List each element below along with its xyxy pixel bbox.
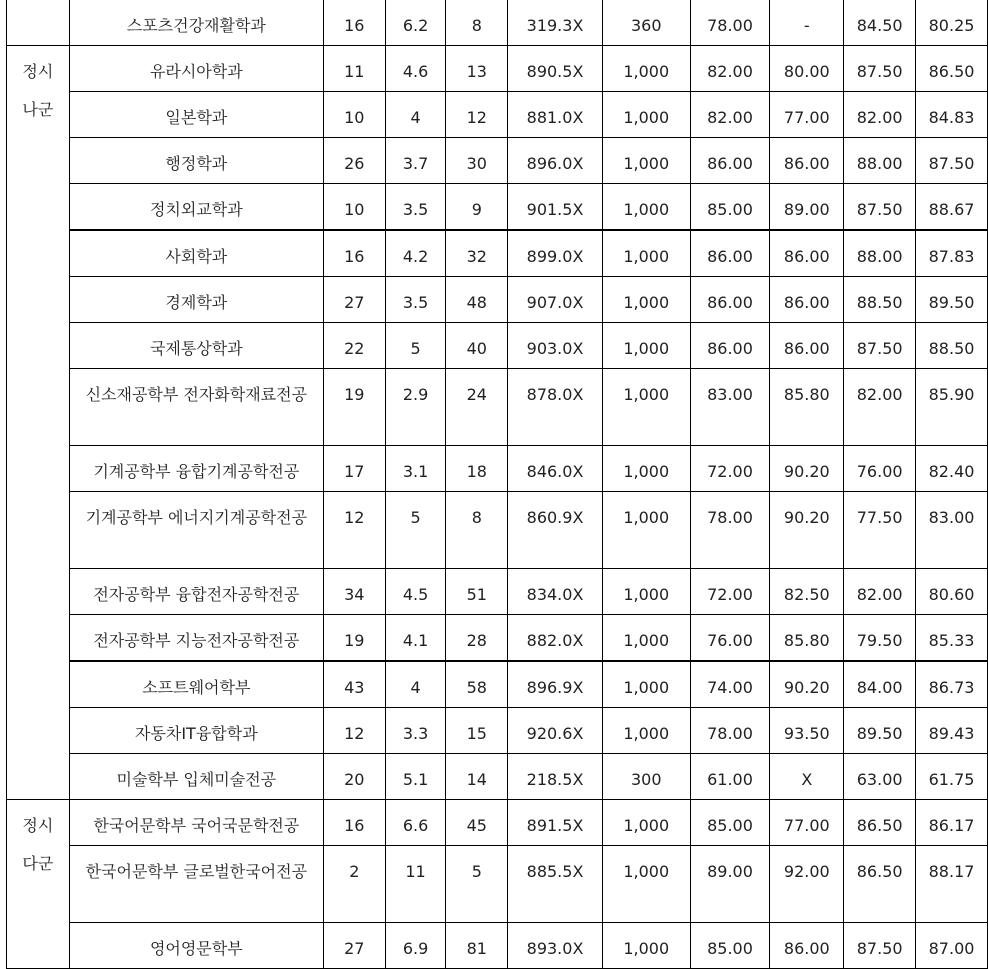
table-row [7, 661, 988, 708]
value-cell-c6: 78.00 [690, 492, 770, 569]
admission-results-table [6, 0, 988, 969]
value-cell-c8: 88.00 [844, 138, 916, 184]
value-cell-c3: 28 [446, 615, 508, 662]
value-cell-c4: 860.9X [508, 492, 603, 569]
department-cell: 전자공학부 융합전자공학전공 [69, 569, 323, 615]
table-row [7, 0, 988, 46]
value-cell-c4: 319.3X [508, 0, 603, 46]
value-cell-c8: 84.00 [844, 661, 916, 708]
value-cell-c1: 17 [323, 446, 385, 492]
value-cell-c7: 82.50 [770, 569, 844, 615]
value-cell-c8: 88.00 [844, 230, 916, 277]
value-cell-c3: 15 [446, 708, 508, 754]
value-cell-c9: 87.50 [916, 138, 988, 184]
value-cell-c6: 86.00 [690, 230, 770, 277]
value-cell-c8: 87.50 [844, 923, 916, 969]
value-cell-c7: - [770, 0, 844, 46]
admission-group-cell: 정시 다군 [7, 800, 70, 969]
value-cell-c8: 88.50 [844, 277, 916, 323]
table-row [7, 708, 988, 754]
value-cell-c3: 9 [446, 184, 508, 231]
value-cell-c6: 82.00 [690, 46, 770, 92]
value-cell-c7: 86.00 [770, 323, 844, 369]
table-row [7, 184, 988, 231]
department-cell: 한국어문학부 국어국문학전공 [69, 800, 323, 846]
value-cell-c5: 1,000 [602, 661, 690, 708]
department-cell: 소프트웨어학부 [69, 661, 323, 708]
value-cell-c5: 1,000 [602, 92, 690, 138]
table-row [7, 277, 988, 323]
value-cell-c2: 2.9 [385, 369, 446, 446]
value-cell-c4: 893.0X [508, 923, 603, 969]
value-cell-c8: 87.50 [844, 184, 916, 231]
value-cell-c4: 846.0X [508, 446, 603, 492]
value-cell-c4: 882.0X [508, 615, 603, 662]
value-cell-c2: 3.1 [385, 446, 446, 492]
value-cell-c1: 43 [323, 661, 385, 708]
value-cell-c6: 74.00 [690, 661, 770, 708]
value-cell-c9: 88.67 [916, 184, 988, 231]
value-cell-c9: 87.00 [916, 923, 988, 969]
department-cell: 한국어문학부 글로벌한국어전공 [69, 846, 323, 923]
value-cell-c5: 1,000 [602, 846, 690, 923]
value-cell-c3: 58 [446, 661, 508, 708]
value-cell-c4: 878.0X [508, 369, 603, 446]
value-cell-c6: 86.00 [690, 138, 770, 184]
value-cell-c8: 82.00 [844, 569, 916, 615]
value-cell-c8: 84.50 [844, 0, 916, 46]
value-cell-c1: 27 [323, 923, 385, 969]
table-row [7, 369, 988, 446]
department-cell: 스포츠건강재활학과 [69, 0, 323, 46]
value-cell-c5: 1,000 [602, 800, 690, 846]
value-cell-c1: 2 [323, 846, 385, 923]
value-cell-c5: 300 [602, 754, 690, 800]
department-cell: 일본학과 [69, 92, 323, 138]
department-cell: 신소재공학부 전자화학재료전공 [69, 369, 323, 446]
value-cell-c8: 86.50 [844, 846, 916, 923]
value-cell-c4: 896.9X [508, 661, 603, 708]
table-row [7, 492, 988, 569]
department-cell: 경제학과 [69, 277, 323, 323]
value-cell-c8: 89.50 [844, 708, 916, 754]
value-cell-c7: 86.00 [770, 923, 844, 969]
value-cell-c5: 1,000 [602, 492, 690, 569]
department-cell: 기계공학부 융합기계공학전공 [69, 446, 323, 492]
table-row [7, 569, 988, 615]
value-cell-c3: 8 [446, 0, 508, 46]
table-row [7, 230, 988, 277]
table-row [7, 754, 988, 800]
value-cell-c6: 89.00 [690, 846, 770, 923]
value-cell-c1: 12 [323, 492, 385, 569]
value-cell-c7: 86.00 [770, 230, 844, 277]
value-cell-c8: 63.00 [844, 754, 916, 800]
value-cell-c4: 920.6X [508, 708, 603, 754]
value-cell-c7: 90.20 [770, 446, 844, 492]
value-cell-c9: 87.83 [916, 230, 988, 277]
value-cell-c8: 79.50 [844, 615, 916, 662]
value-cell-c6: 83.00 [690, 369, 770, 446]
value-cell-c8: 76.00 [844, 446, 916, 492]
department-cell: 영어영문학부 [69, 923, 323, 969]
value-cell-c5: 1,000 [602, 277, 690, 323]
value-cell-c4: 891.5X [508, 800, 603, 846]
value-cell-c2: 4 [385, 661, 446, 708]
value-cell-c3: 14 [446, 754, 508, 800]
value-cell-c3: 24 [446, 369, 508, 446]
table-row [7, 800, 988, 846]
value-cell-c9: 85.33 [916, 615, 988, 662]
value-cell-c5: 1,000 [602, 138, 690, 184]
value-cell-c1: 20 [323, 754, 385, 800]
value-cell-c3: 40 [446, 323, 508, 369]
value-cell-c4: 907.0X [508, 277, 603, 323]
value-cell-c8: 86.50 [844, 800, 916, 846]
value-cell-c3: 32 [446, 230, 508, 277]
value-cell-c9: 88.17 [916, 846, 988, 923]
department-cell: 기계공학부 에너지기계공학전공 [69, 492, 323, 569]
value-cell-c2: 6.9 [385, 923, 446, 969]
value-cell-c3: 45 [446, 800, 508, 846]
value-cell-c5: 360 [602, 0, 690, 46]
value-cell-c1: 16 [323, 230, 385, 277]
department-cell: 정치외교학과 [69, 184, 323, 231]
table-row [7, 323, 988, 369]
value-cell-c2: 4.5 [385, 569, 446, 615]
value-cell-c1: 11 [323, 46, 385, 92]
value-cell-c4: 896.0X [508, 138, 603, 184]
value-cell-c1: 16 [323, 0, 385, 46]
value-cell-c6: 78.00 [690, 708, 770, 754]
value-cell-c9: 61.75 [916, 754, 988, 800]
value-cell-c3: 12 [446, 92, 508, 138]
value-cell-c8: 82.00 [844, 369, 916, 446]
value-cell-c2: 3.7 [385, 138, 446, 184]
department-cell: 행정학과 [69, 138, 323, 184]
value-cell-c3: 18 [446, 446, 508, 492]
value-cell-c7: 92.00 [770, 846, 844, 923]
value-cell-c2: 3.5 [385, 184, 446, 231]
value-cell-c9: 80.60 [916, 569, 988, 615]
value-cell-c1: 27 [323, 277, 385, 323]
value-cell-c7: 90.20 [770, 661, 844, 708]
value-cell-c3: 30 [446, 138, 508, 184]
value-cell-c5: 1,000 [602, 369, 690, 446]
value-cell-c5: 1,000 [602, 46, 690, 92]
value-cell-c4: 218.5X [508, 754, 603, 800]
value-cell-c9: 86.17 [916, 800, 988, 846]
value-cell-c3: 13 [446, 46, 508, 92]
value-cell-c7: 86.00 [770, 277, 844, 323]
value-cell-c7: 89.00 [770, 184, 844, 231]
table-row [7, 923, 988, 969]
value-cell-c8: 87.50 [844, 323, 916, 369]
value-cell-c2: 6.2 [385, 0, 446, 46]
value-cell-c5: 1,000 [602, 323, 690, 369]
value-cell-c2: 5 [385, 323, 446, 369]
value-cell-c7: 85.80 [770, 615, 844, 662]
value-cell-c4: 901.5X [508, 184, 603, 231]
value-cell-c6: 86.00 [690, 323, 770, 369]
value-cell-c1: 22 [323, 323, 385, 369]
admission-results-table-wrapper [6, 0, 988, 969]
value-cell-c2: 6.6 [385, 800, 446, 846]
value-cell-c7: 90.20 [770, 492, 844, 569]
value-cell-c7: 86.00 [770, 138, 844, 184]
value-cell-c9: 86.50 [916, 46, 988, 92]
value-cell-c9: 86.73 [916, 661, 988, 708]
value-cell-c2: 4.6 [385, 46, 446, 92]
value-cell-c7: 77.00 [770, 800, 844, 846]
value-cell-c7: 93.50 [770, 708, 844, 754]
value-cell-c5: 1,000 [602, 446, 690, 492]
value-cell-c1: 12 [323, 708, 385, 754]
value-cell-c3: 81 [446, 923, 508, 969]
value-cell-c1: 10 [323, 184, 385, 231]
value-cell-c3: 5 [446, 846, 508, 923]
value-cell-c4: 881.0X [508, 92, 603, 138]
admission-group-cell [7, 0, 70, 46]
value-cell-c7: 85.80 [770, 369, 844, 446]
value-cell-c1: 16 [323, 800, 385, 846]
value-cell-c7: 77.00 [770, 92, 844, 138]
table-row [7, 46, 988, 92]
department-cell: 유라시아학과 [69, 46, 323, 92]
value-cell-c9: 85.90 [916, 369, 988, 446]
value-cell-c6: 85.00 [690, 800, 770, 846]
value-cell-c3: 51 [446, 569, 508, 615]
value-cell-c5: 1,000 [602, 184, 690, 231]
value-cell-c9: 84.83 [916, 92, 988, 138]
value-cell-c2: 4 [385, 92, 446, 138]
value-cell-c7: 80.00 [770, 46, 844, 92]
value-cell-c7: X [770, 754, 844, 800]
value-cell-c4: 885.5X [508, 846, 603, 923]
value-cell-c5: 1,000 [602, 569, 690, 615]
value-cell-c6: 86.00 [690, 277, 770, 323]
value-cell-c9: 82.40 [916, 446, 988, 492]
value-cell-c8: 77.50 [844, 492, 916, 569]
value-cell-c6: 61.00 [690, 754, 770, 800]
value-cell-c8: 82.00 [844, 92, 916, 138]
value-cell-c4: 903.0X [508, 323, 603, 369]
value-cell-c9: 80.25 [916, 0, 988, 46]
value-cell-c2: 4.2 [385, 230, 446, 277]
value-cell-c5: 1,000 [602, 615, 690, 662]
value-cell-c6: 85.00 [690, 923, 770, 969]
value-cell-c5: 1,000 [602, 923, 690, 969]
value-cell-c9: 89.43 [916, 708, 988, 754]
department-cell: 자동차IT융합학과 [69, 708, 323, 754]
table-row [7, 92, 988, 138]
value-cell-c9: 83.00 [916, 492, 988, 569]
value-cell-c4: 834.0X [508, 569, 603, 615]
value-cell-c5: 1,000 [602, 230, 690, 277]
value-cell-c8: 87.50 [844, 46, 916, 92]
value-cell-c2: 5 [385, 492, 446, 569]
table-row [7, 446, 988, 492]
value-cell-c2: 3.5 [385, 277, 446, 323]
value-cell-c6: 85.00 [690, 184, 770, 231]
value-cell-c2: 5.1 [385, 754, 446, 800]
value-cell-c1: 34 [323, 569, 385, 615]
value-cell-c1: 26 [323, 138, 385, 184]
value-cell-c1: 19 [323, 369, 385, 446]
value-cell-c2: 4.1 [385, 615, 446, 662]
value-cell-c4: 890.5X [508, 46, 603, 92]
department-cell: 사회학과 [69, 230, 323, 277]
department-cell: 국제통상학과 [69, 323, 323, 369]
table-row [7, 138, 988, 184]
value-cell-c9: 89.50 [916, 277, 988, 323]
value-cell-c3: 8 [446, 492, 508, 569]
value-cell-c6: 72.00 [690, 569, 770, 615]
table-row [7, 846, 988, 923]
value-cell-c6: 76.00 [690, 615, 770, 662]
department-cell: 미술학부 입체미술전공 [69, 754, 323, 800]
value-cell-c3: 48 [446, 277, 508, 323]
table-body [7, 0, 988, 969]
table-row [7, 615, 988, 662]
department-cell: 전자공학부 지능전자공학전공 [69, 615, 323, 662]
value-cell-c5: 1,000 [602, 708, 690, 754]
value-cell-c2: 11 [385, 846, 446, 923]
value-cell-c1: 10 [323, 92, 385, 138]
admission-group-cell: 정시 나군 [7, 46, 70, 800]
value-cell-c2: 3.3 [385, 708, 446, 754]
value-cell-c9: 88.50 [916, 323, 988, 369]
value-cell-c6: 82.00 [690, 92, 770, 138]
value-cell-c6: 78.00 [690, 0, 770, 46]
value-cell-c6: 72.00 [690, 446, 770, 492]
value-cell-c4: 899.0X [508, 230, 603, 277]
value-cell-c1: 19 [323, 615, 385, 662]
